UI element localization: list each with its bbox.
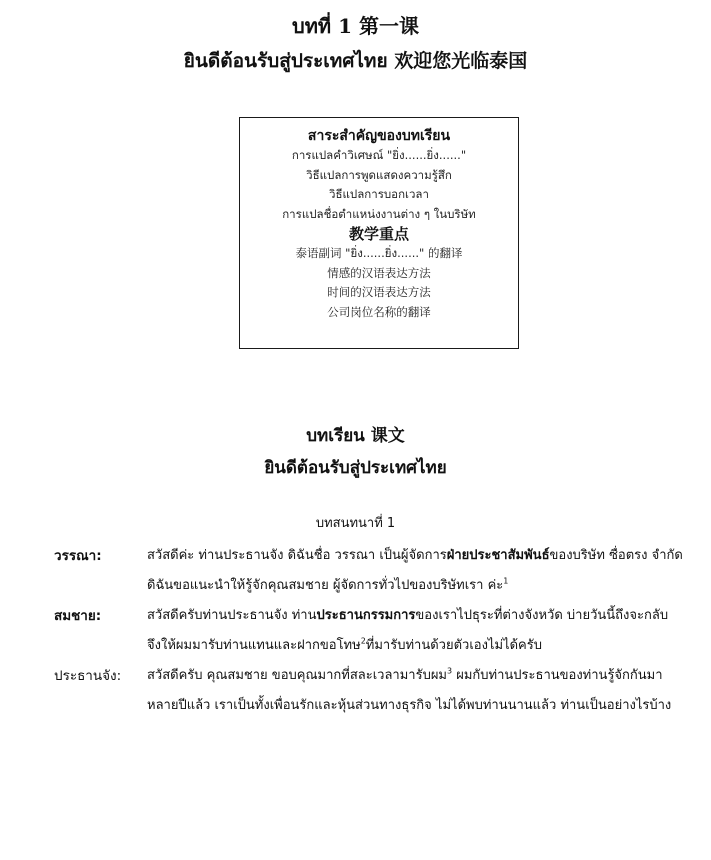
speech-segment: ของบริษัท ซื่อตรง จำกัด ดิฉันขอแนะนำให้รู้จักคุณสมชาย ผู้จัดการทั่วไปของบริษัทเรา ค่ะ [147, 548, 683, 593]
lesson-heading: บทเรียน 课文 [306, 426, 405, 446]
chapter-subtitle: ยินดีต้อนรับสู่ประเทศไทย 欢迎您光临泰国 [183, 50, 528, 72]
key-point-thai-item: การแปลชื่อตำแหน่งงานต่าง ๆ ในบริษัท [282, 206, 476, 221]
speech-segment: สวัสดีครับท่านประธานจัง ท่าน [147, 608, 317, 623]
key-point-chinese-item: 泰语副词 "ยิ่ง......ยิ่ง......" 的翻译 [295, 246, 463, 260]
speech-segment: ผมกับท่านประธานของท่านรู้จักกันมาหลายปีแล้ว เราเป็นทั้งเพื่อนรักและหุ้นส่วนทางธุรกิจ ไม่ได้พบท่านนานแล้ว ท่านเป็นอย่างไรบ้าง [147, 668, 672, 713]
key-point-chinese-item: 情感的汉语表达方法 [327, 265, 431, 280]
speaker-name: สมชาย: [54, 608, 102, 624]
lesson-subheading: ยินดีต้อนรับสู่ประเทศไทย [264, 458, 447, 478]
dialogue-turns [54, 541, 684, 721]
speaker-name: ประธานจัง: [54, 668, 122, 684]
key-point-chinese-item: 时间的汉语表达方法 [327, 285, 431, 299]
footnote-ref: 2 [360, 636, 366, 646]
key-points-box [239, 117, 519, 349]
dialogue-title: บทสนทนาที่ 1 [315, 516, 396, 531]
key-point-thai-item: วิธีแปลการบอกเวลา [329, 187, 429, 201]
speech-text [147, 661, 684, 721]
speech-text [147, 541, 684, 601]
footnote-ref: 3 [447, 666, 453, 676]
speech-text [147, 601, 684, 661]
key-point-thai-item: การแปลคำวิเศษณ์ "ยิ่ง......ยิ่ง......" [291, 148, 467, 162]
chapter-title: บทที่ 1 第一课 [292, 14, 419, 38]
key-points-chinese-heading: 教学重点 [348, 225, 409, 243]
bold-term: ฝ่ายประชาสัมพันธ์ [446, 548, 550, 563]
dialogue-turn [54, 601, 684, 661]
speech-segment: ของเราไปธุระที่ต่างจังหวัด บ่ายวันนี้ถึงจะกลับ จึงให้ผมมารับท่านแทนและฝากขอโทษ [147, 608, 669, 653]
bold-term: ประธานกรรมการ [316, 608, 416, 623]
key-point-chinese-item: 公司岗位名称的翻译 [327, 304, 431, 319]
speech-segment: สวัสดีครับ คุณสมชาย ขอบคุณมากที่สละเวลามารับผม [147, 668, 448, 683]
speech-segment: ที่มารับท่านด้วยตัวเองไม่ได้ครับ [365, 638, 542, 653]
dialogue-turn [54, 661, 684, 721]
key-point-thai-item: วิธีแปลการพูดแสดงความรู้สึก [306, 167, 452, 182]
footnote-ref: 1 [503, 576, 509, 586]
key-points-thai-heading: สาระสำคัญของบทเรียน [307, 128, 451, 144]
dialogue-turn [54, 541, 684, 601]
speech-segment: สวัสดีค่ะ ท่านประธานจัง ดิฉันชื่อ วรรณา เป็นผู้จัดการ [147, 548, 447, 563]
speaker-name: วรรณา: [54, 548, 102, 564]
